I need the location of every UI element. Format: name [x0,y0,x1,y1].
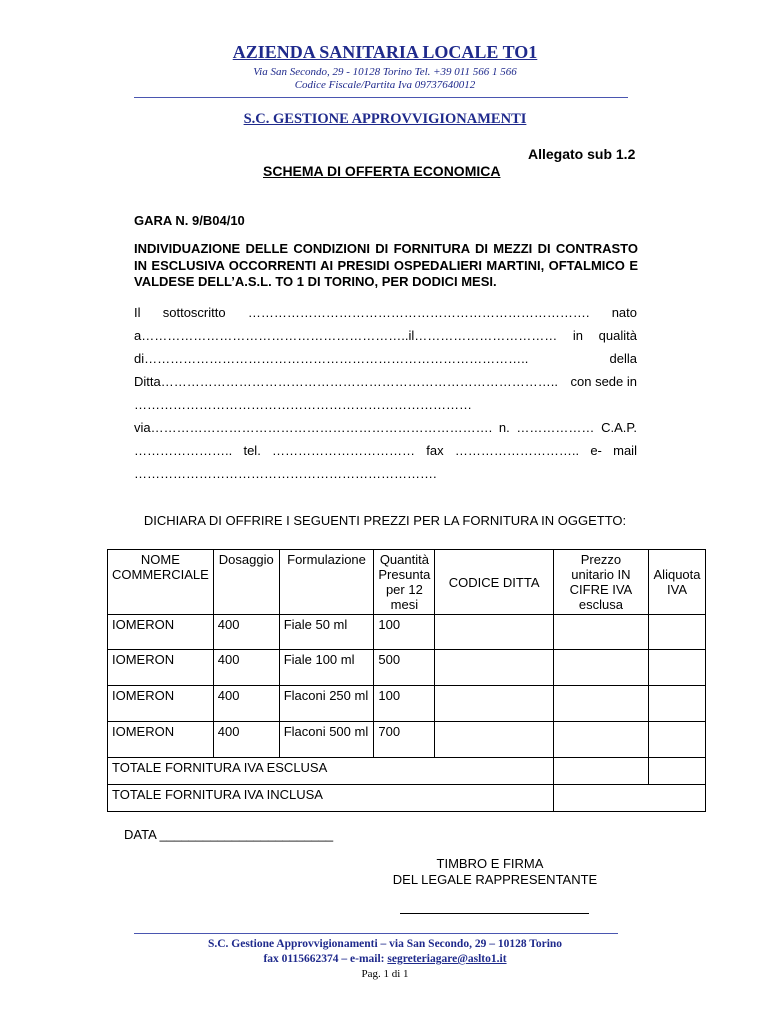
form-blank[interactable]: …………………………………………………………………… [134,397,472,412]
form-blank[interactable]: ……………………………………………………………………. [247,305,590,320]
form-text: qualità [598,328,637,343]
tender-subject: INDIVIDUAZIONE DELLE CONDIZIONI DI FORNITURA DI MEZZI DI CONTRASTO IN ESCLUSIVA OCCORRENTI AI PRESIDI OSPEDALIERI MARTINI, OFTALMICO E VALDESE DELL’A.S.L. TO 1 DI TORINO, PER DODICI MESI. [134,241,638,289]
cell-prezzo[interactable] [553,722,648,758]
form-line-address[interactable] [134,420,637,435]
cell-prezzo[interactable] [553,686,648,722]
footer-divider [134,933,618,934]
stamp-label: TIMBRO E FIRMA [436,856,544,871]
total-excl-empty [649,758,706,785]
legal-rep-label: DEL LEGALE RAPPRESENTANTE [392,872,598,887]
form-line-contacts[interactable] [134,443,637,458]
cell-dosaggio: 400 [213,615,279,650]
total-excl-value[interactable] [553,758,648,785]
org-address: Via San Secondo, 29 - 10128 Torino Tel. +39 011 566 1 566 [253,66,517,78]
header-codice: CODICE DITTA [435,550,553,615]
header-nome: NOME COMMERCIALE [108,550,214,615]
department-title: S.C. GESTIONE APPROVVIGIONAMENTI [243,111,527,127]
cell-aliquota[interactable] [649,650,706,686]
total-incl-label: TOTALE FORNITURA IVA INCLUSA [108,785,554,812]
total-excl-row [108,758,706,785]
form-text: fax [426,443,444,458]
cell-prezzo[interactable] [553,650,648,686]
page-number: Pag. 1 di 1 [361,968,409,980]
form-blank[interactable]: ………………….. [134,443,233,458]
attachment-label: Allegato sub 1.2 [528,146,636,162]
total-excl-label: TOTALE FORNITURA IVA ESCLUSA [108,758,554,785]
form-line-birth[interactable] [134,328,637,343]
cell-nome: IOMERON [108,686,214,722]
form-line-seat[interactable] [134,397,637,412]
total-incl-value[interactable] [553,785,705,812]
cell-prezzo[interactable] [553,615,648,650]
offer-table [107,549,706,812]
form-text: tel. [243,443,261,458]
cell-quantita: 100 [374,615,435,650]
signature-line[interactable] [400,913,589,914]
cell-quantita: 500 [374,650,435,686]
form-blank[interactable]: ……………………………………………………………. [134,466,437,481]
cell-dosaggio: 400 [213,722,279,758]
form-text: mail [613,443,637,458]
header-divider [134,97,628,98]
form-text: della [609,351,637,366]
org-fiscal-code: Codice Fiscale/Partita Iva 09737640012 [294,79,476,91]
date-field[interactable]: DATA ________________________ [124,827,334,842]
table-row [108,722,706,758]
cell-formulazione: Fiale 100 ml [279,650,374,686]
form-text: con sede in [570,374,637,389]
cell-nome: IOMERON [108,722,214,758]
form-text: n. [498,420,510,435]
table-row [108,615,706,650]
cell-codice[interactable] [435,650,553,686]
cell-quantita: 700 [374,722,435,758]
cell-formulazione: Flaconi 250 ml [279,686,374,722]
form-line-email[interactable] [134,466,637,481]
cell-nome: IOMERON [108,650,214,686]
total-incl-row [108,785,706,812]
form-line-role[interactable] [134,351,637,366]
form-line-company[interactable] [134,374,637,389]
cell-aliquota[interactable] [649,686,706,722]
table-row [108,650,706,686]
form-blank[interactable]: Ditta……………………………………………………………………………….. [134,374,558,389]
cell-aliquota[interactable] [649,722,706,758]
header-aliquota: Aliquota IVA [649,550,706,615]
cell-formulazione: Flaconi 500 ml [279,722,374,758]
table-row [108,686,706,722]
form-blank[interactable]: a……………………………………………………..il…………………………… [134,328,558,343]
form-text: nato [611,305,637,320]
form-blank[interactable]: …………………………… [272,443,416,458]
cell-codice[interactable] [435,686,553,722]
footer-contacts [0,953,770,965]
form-blank[interactable]: ……………… [516,420,595,435]
document-title: SCHEMA DI OFFERTA ECONOMICA [263,163,501,179]
cell-codice[interactable] [435,722,553,758]
cell-formulazione: Fiale 50 ml [279,615,374,650]
org-title: AZIENDA SANITARIA LOCALE TO1 [232,42,538,62]
cell-dosaggio: 400 [213,650,279,686]
cell-nome: IOMERON [108,615,214,650]
footer-fax: fax 0115662374 – e-mail: [263,953,388,965]
form-blank[interactable]: ……………………….. [454,443,580,458]
footer-email-link[interactable]: segreteriagare@aslto1.it [387,953,507,965]
declaration-text: DICHIARA DI OFFRIRE I SEGUENTI PREZZI PER LA FORNITURA IN OGGETTO: [143,513,627,528]
header-prezzo: Prezzo unitario IN CIFRE IVA esclusa [553,550,648,615]
cell-aliquota[interactable] [649,615,706,650]
cell-quantita: 100 [374,686,435,722]
form-text: Il [134,305,141,320]
form-text: C.A.P. [601,420,637,435]
form-text: in [572,328,584,343]
table-header-row [108,550,706,615]
cell-codice[interactable] [435,615,553,650]
header-dosaggio: Dosaggio [213,550,279,615]
form-text: sottoscritto [162,305,226,320]
form-blank[interactable]: di…………………………………………………………………………….. [134,351,529,366]
footer-address: S.C. Gestione Approvvigionamenti – via San Secondo, 29 – 10128 Torino [207,938,563,950]
tender-number: GARA N. 9/B04/10 [134,213,245,228]
form-line-name[interactable] [134,305,637,320]
cell-dosaggio: 400 [213,686,279,722]
form-text: e- [590,443,602,458]
header-quantita: Quantità Presunta per 12 mesi [374,550,435,615]
header-formulazione: Formulazione [279,550,374,615]
form-blank[interactable]: via……………………………………………………………………. [134,420,493,435]
